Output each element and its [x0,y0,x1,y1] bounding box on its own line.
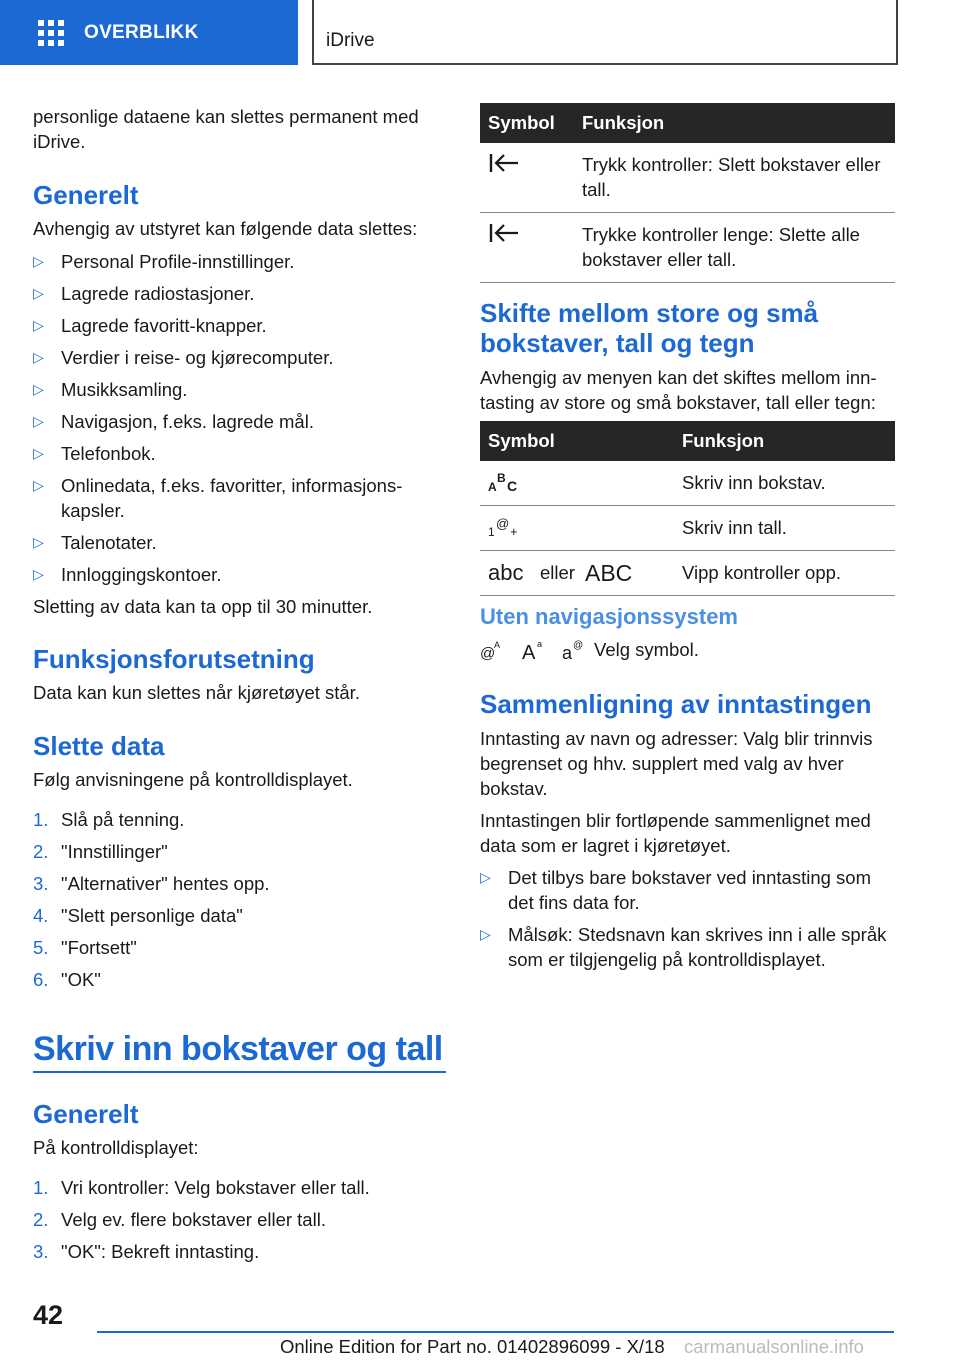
svg-text:@: @ [496,516,510,531]
svg-text:a: a [537,639,543,649]
function-cell: Vipp kontroller opp. [674,551,895,596]
list-item: ▷ Verdier i reise- og kjørecomputer. [33,347,334,368]
section-heading-sammen: Sammenligning av inntastingen [480,689,872,719]
list-item: ▷ Målsøk: Stedsnavn kan skrives inn i alle språk som er tilgjengelig på kontrolldisplayet. [480,924,887,970]
symbol-cell [480,213,574,283]
section-title: iDrive [326,30,375,51]
generelt-text: Avhengig av utstyret kan følgende data slettes: [33,218,418,239]
step-item: 5. "Fortsett" [33,937,137,958]
svg-text:ABC: ABC [584,560,633,585]
chapter-rule [33,1071,446,1073]
section-heading-slette: Slette data [33,731,165,761]
list-item: ▷ Det tilbys bare bokstaver ved inntasting som det fins data for. [480,867,871,913]
generelt-2-text: På kontrolldisplayet: [33,1137,199,1158]
bullet-triangle-icon: ▷ [480,869,491,885]
list-item: ▷ Telefonbok. [33,443,156,464]
bullet-triangle-icon: ▷ [33,445,44,461]
table-header-function: Funksjon [674,421,895,461]
step-item: 6. "OK" [33,969,101,990]
step-item: 3. "Alternativer" hentes opp. [33,873,270,894]
function-cell: Skriv inn tall. [674,506,895,551]
symbol-cell [480,551,674,596]
symbol-cell [480,143,574,213]
step-item: 1. Slå på tenning. [33,809,185,830]
bullet-triangle-icon: ▷ [33,349,44,365]
bullet-triangle-icon: ▷ [33,534,44,550]
symbol-selection-row [480,638,699,662]
bullet-triangle-icon: ▷ [33,477,44,493]
function-cell: Trykk kontroller: Slett bokstaver eller tall. [574,143,895,213]
list-item: ▷ Lagrede radiostasjoner. [33,283,255,304]
step-item: 2. "Innstillinger" [33,841,168,862]
svg-text:B: B [497,471,506,485]
list-item: ▷ Onlinedata, f.eks. favoritter, informasjons-kapsler. [33,475,403,521]
overview-tab-label: OVERBLIKK [84,21,199,43]
letters-abc-icon [488,470,522,494]
svg-text:abc: abc [488,560,524,585]
bullet-triangle-icon: ▷ [33,381,44,397]
abc-lowercase-icon [488,561,530,585]
table-header-symbol: Symbol [480,103,574,143]
svg-text:+: + [510,524,518,539]
slette-text: Følg anvisningene på kontrolldisplayet. [33,769,353,790]
bullet-triangle-icon: ▷ [33,413,44,429]
table-row [480,213,895,283]
section-heading-generelt: Generelt [33,180,139,210]
input-mode-table [480,421,895,596]
page-number: 42 [33,1300,64,1330]
backspace-arrow-icon [488,222,520,244]
chapter-title: Skriv inn bokstaver og tall [33,1030,443,1068]
watermark: carmanualsonline.info [680,1336,864,1358]
svg-text:A: A [522,642,536,662]
delete-symbol-table [480,103,895,283]
symbol-cell [480,461,674,506]
abc-uppercase-icon [585,561,635,585]
table-row [480,506,895,551]
table-row [480,461,895,506]
symbol-cell [480,506,674,551]
at-symbol-icon [480,638,504,662]
function-cell: Skriv inn bokstav. [674,461,895,506]
section-heading-skifte: Skifte mellom store og små bokstaver, tall og tegn [480,298,819,358]
bullet-triangle-icon: ▷ [33,253,44,269]
edition-text: Online Edition for Part no. 01402896099 - X/18 [280,1336,665,1357]
grid-menu-icon [38,20,64,46]
footer-rule [97,1331,894,1333]
table-row [480,551,895,596]
list-item: ▷ Musikksamling. [33,379,188,400]
section-heading-funksjon: Funksjonsforutsetning [33,644,315,674]
bullet-triangle-icon: ▷ [480,926,491,942]
step-item: 2. Velg ev. flere bokstaver eller tall. [33,1209,326,1230]
case-toggle-group [488,560,666,585]
sammen-text-2: Inntastingen blir fortløpende sammenlignet med data som er lagret i kjøretøyet. [480,810,871,856]
svg-text:A: A [488,480,497,494]
skifte-text: Avhengig av menyen kan det skiftes mellom inn-tasting av store og små bokstaver, tall eller tegn: [480,367,877,413]
bullet-triangle-icon: ▷ [33,285,44,301]
lowercase-a-icon [562,638,586,662]
table-row [480,143,895,213]
table-header-symbol: Symbol [480,421,674,461]
numbers-symbols-icon [488,515,522,539]
backspace-arrow-icon [488,152,520,174]
svg-text:@: @ [573,640,584,651]
table-header-row [480,103,895,143]
svg-text:@: @ [480,645,496,662]
section-heading-uten: Uten navigasjonssystem [480,604,738,629]
step-item: 1. Vri kontroller: Velg bokstaver eller tall. [33,1177,370,1198]
list-item: ▷ Innloggingskontoer. [33,564,222,585]
svg-text:C: C [507,478,518,494]
deletion-time-text: Sletting av data kan ta opp til 30 minutter. [33,596,373,617]
list-item: ▷ Talenotater. [33,532,157,553]
table-header-row [480,421,895,461]
or-label: eller [540,562,575,583]
section-header [312,0,898,65]
funksjon-text: Data kan kun slettes når kjøretøyet står. [33,682,360,703]
list-item: ▷ Lagrede favoritt-knapper. [33,315,267,336]
uten-text: Velg symbol. [594,639,699,660]
table-header-function: Funksjon [574,103,895,143]
step-item: 3. "OK": Bekreft inntasting. [33,1241,260,1262]
bullet-triangle-icon: ▷ [33,317,44,333]
bullet-triangle-icon: ▷ [33,566,44,582]
svg-text:A: A [494,640,501,650]
intro-text: personlige dataene kan slettes permanent med iDrive. [33,106,419,152]
uppercase-a-icon [522,638,546,662]
svg-text:1: 1 [488,525,495,539]
list-item: ▷ Navigasjon, f.eks. lagrede mål. [33,411,314,432]
list-item: ▷ Personal Profile-innstillinger. [33,251,295,272]
function-cell: Trykke kontroller lenge: Slette alle bokstaver eller tall. [574,213,895,283]
sammen-text-1: Inntasting av navn og adresser: Valg blir trinnvis begrenset og hhv. supplert med valg av hver bokstav. [480,728,873,799]
svg-text:a: a [562,643,573,662]
overview-tab[interactable] [0,0,298,65]
section-heading-generelt-2: Generelt [33,1099,139,1129]
step-item: 4. "Slett personlige data" [33,905,243,926]
